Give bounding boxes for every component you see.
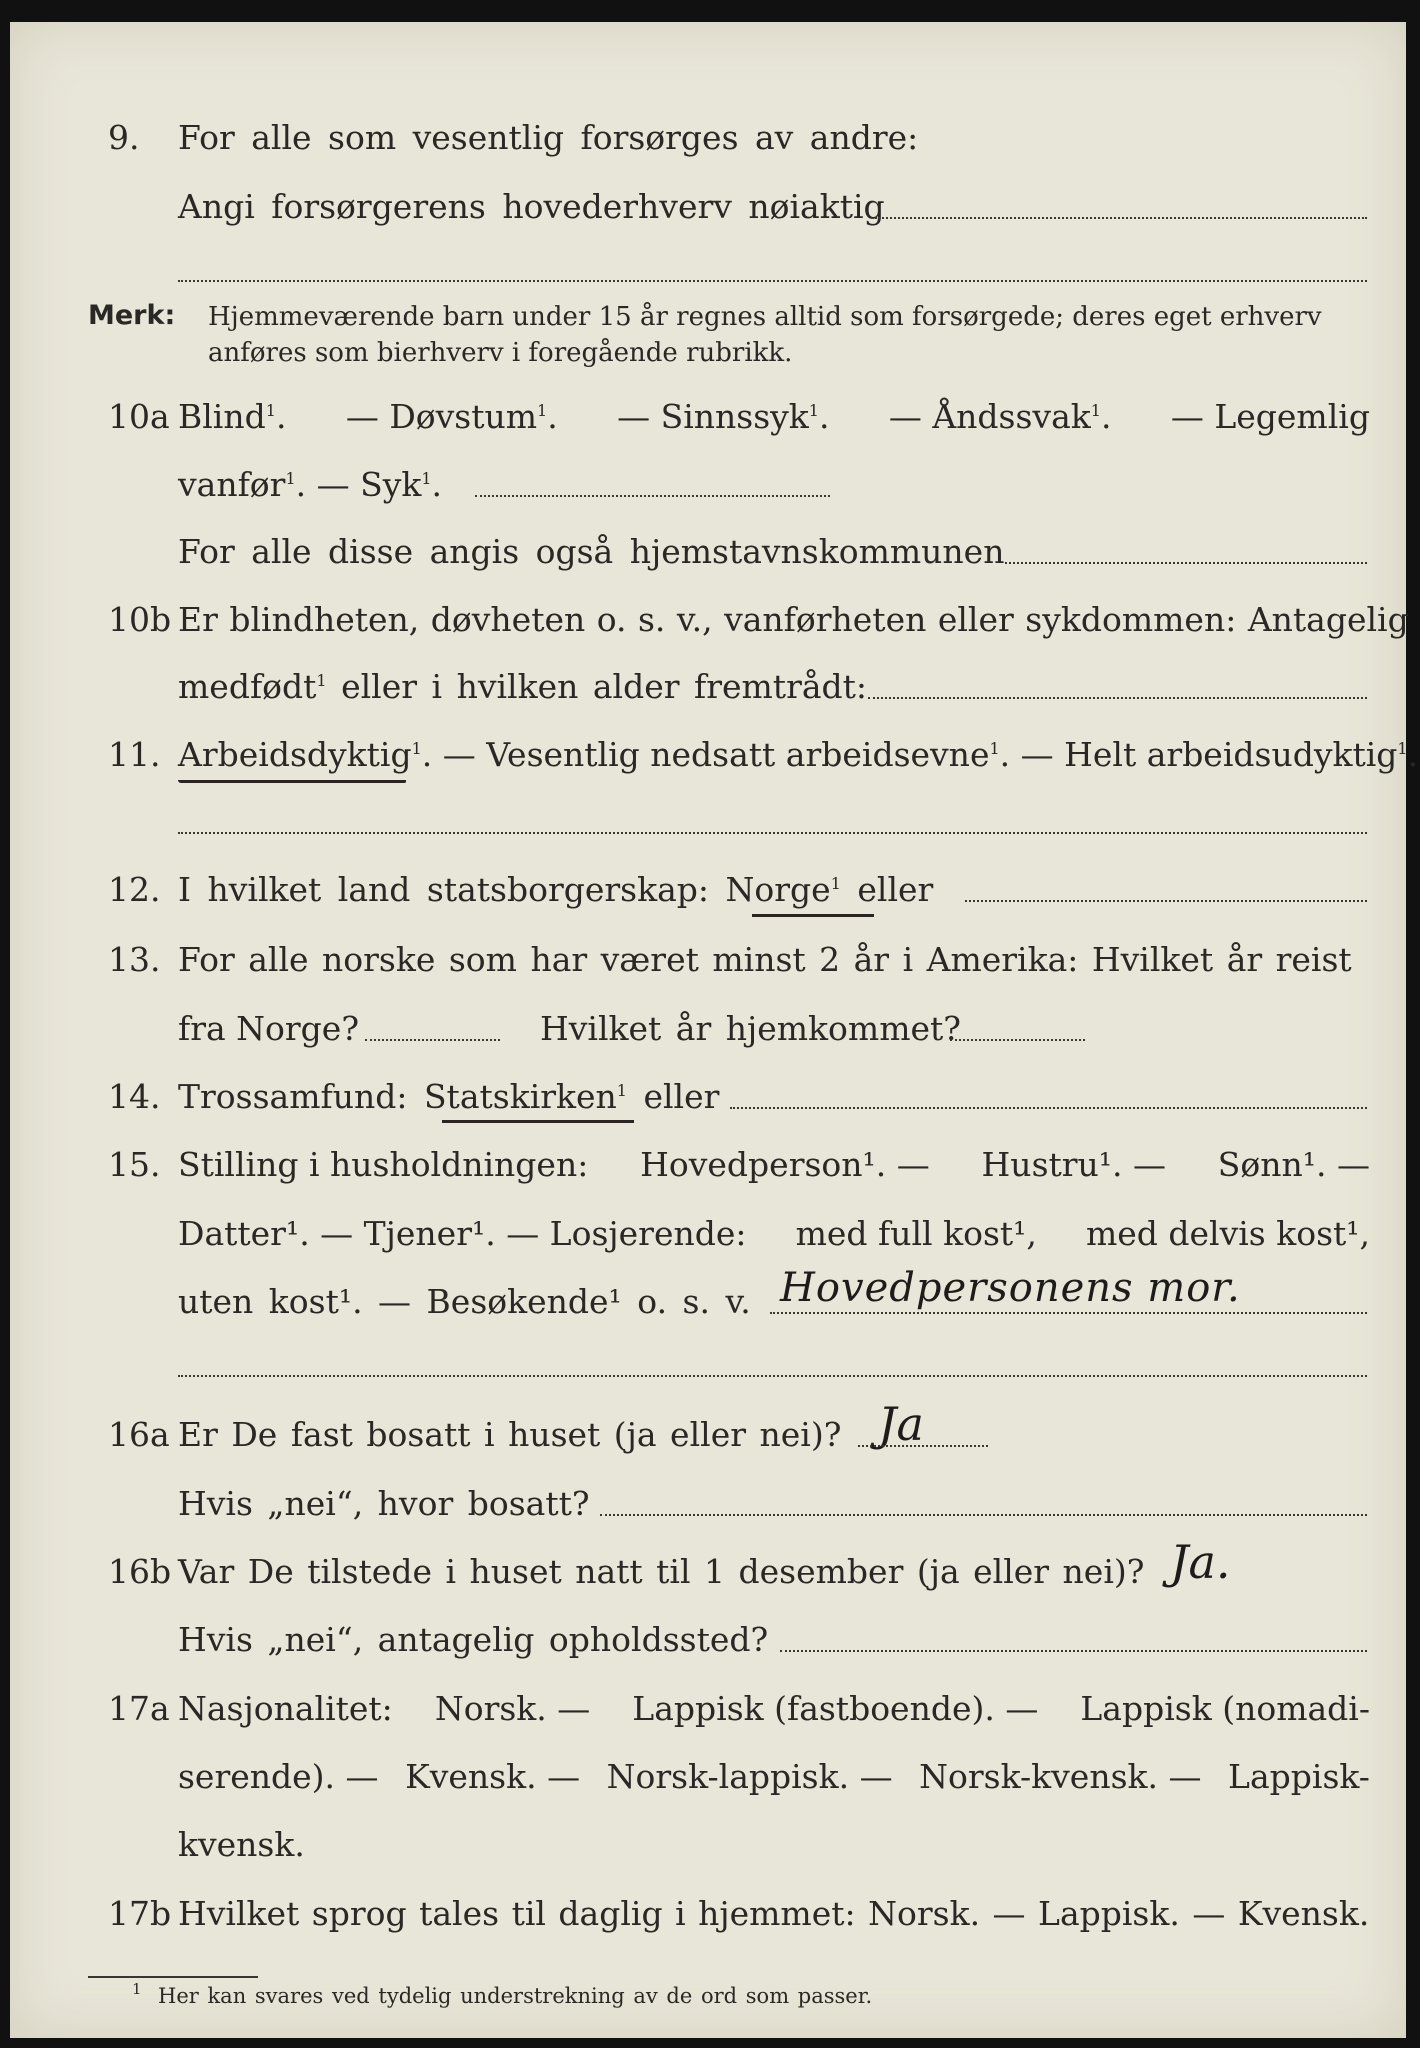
opt-sinnssyk: — Sinnssyk$^1$.: [617, 397, 830, 436]
q12-answer-line: [965, 900, 1367, 902]
q15-line2: Datter¹. — Tjener¹. — Losjerende: med full kost¹, med delvis kost¹,: [178, 1214, 1370, 1253]
q16a-line2: Hvis „nei“, hvor bosatt?: [178, 1484, 590, 1523]
q9-number: 9.: [108, 118, 140, 157]
q12-line: I hvilket land statsborgerskap: Norge$^1$ eller: [178, 870, 934, 909]
q16a-answer-line: [858, 1445, 988, 1447]
q17b-line1: Hvilket sprog tales til daglig i hjemmet: Norsk. — Lappisk. — Kvensk.: [178, 1894, 1370, 1933]
q10a-answer-line2: [1005, 562, 1367, 564]
merk-line2: anføres som bierhverv i foregående rubrikk.: [208, 338, 793, 368]
opt-blind: Blind$^1$.: [178, 397, 287, 436]
q15-number: 15.: [108, 1145, 161, 1184]
q16b-number: 16b: [108, 1552, 172, 1591]
q17a-line2: serende). — Kvensk. — Norsk-lappisk. — Norsk-kvensk. — Lappisk-: [178, 1757, 1370, 1796]
footnote-mark: 1: [132, 1980, 142, 1998]
q16a-line1: Er De fast bosatt i huset (ja eller nei)?: [178, 1415, 842, 1454]
q14-handwritten-underline: [442, 1120, 634, 1123]
q10b-number: 10b: [108, 600, 172, 639]
q9-answer-line2: [178, 280, 1367, 282]
q13-line1: For alle norske som har været minst 2 år i Amerika: Hvilket år reist: [178, 940, 1352, 979]
q16b-answer-line: [780, 1650, 1367, 1652]
q16a-answer-line2: [600, 1514, 1367, 1516]
q12-number: 12.: [108, 870, 161, 909]
q17a-number: 17a: [108, 1689, 170, 1728]
merk-line1: Hjemmeværende barn under 15 år regnes alltid som forsørgede; deres eget erhverv: [208, 302, 1322, 332]
q13-answer-line-reist: [365, 1039, 500, 1041]
q14-number: 14.: [108, 1077, 161, 1116]
q16b-handwritten-answer: Ja.: [1170, 1535, 1231, 1589]
q10a-answer-line: [475, 495, 830, 497]
q13-line2b: Hvilket år hjemkommet?: [540, 1009, 961, 1048]
opt-dovstum: — Døvstum$^1$.: [345, 397, 558, 436]
opt-legemlig: — Legemlig: [1170, 397, 1370, 436]
q10b-line2: medfødt$^1$ eller i hvilken alder fremtrådt:: [178, 667, 868, 706]
q15-line3: uten kost¹. — Besøkende¹ o. s. v.: [178, 1282, 751, 1321]
census-form-page: [10, 22, 1419, 2038]
q16b-line1: Var De tilstede i huset natt til 1 desember (ja eller nei)?: [178, 1552, 1145, 1591]
q16a-number: 16a: [108, 1415, 170, 1454]
q10b-answer-line: [868, 697, 1367, 699]
q15-answer-line: [770, 1312, 1367, 1314]
q9-line1: For alle som vesentlig forsørges av andre:: [178, 118, 919, 157]
opt-andssvak: — Åndssvak$^1$.: [888, 397, 1112, 436]
q13-number: 13.: [108, 940, 161, 979]
q11-line1: Arbeidsdyktig$^1$. — Vesentlig nedsatt arbeidsevne$^1$. — Helt arbeidsudyktig$^1$.: [178, 735, 1419, 774]
q14-line: Trossamfund: Statskirken$^1$ eller: [178, 1077, 720, 1116]
q11-handwritten-underline: [178, 780, 406, 783]
q16a-handwritten-answer: Ja: [878, 1397, 924, 1451]
merk-label: Merk:: [88, 300, 176, 331]
q10a-number: 10a: [108, 397, 170, 436]
q12-handwritten-underline: [752, 914, 874, 917]
q17b-number: 17b: [108, 1894, 172, 1933]
q10b-line1: Er blindheten, døvheten o. s. v., vanførheten eller sykdommen: Antagelig: [178, 600, 1409, 639]
q15-line1: Stilling i husholdningen: Hovedperson¹. — Hustru¹. — Sønn¹. —: [178, 1145, 1370, 1184]
q11-number: 11.: [108, 735, 161, 774]
q10a-line2: vanfør$^1$. — Syk$^1$.: [178, 465, 443, 504]
q9-answer-line: [875, 217, 1367, 219]
q10a-options: [178, 397, 1370, 436]
q9-line2: Angi forsørgerens hovederhverv nøiaktig: [178, 187, 885, 226]
q15-answer-line2: [178, 1375, 1367, 1377]
footnote-text: Her kan svares ved tydelig understrekning av de ord som passer.: [158, 1984, 873, 2008]
q14-answer-line: [730, 1107, 1367, 1109]
q10a-line3: For alle disse angis også hjemstavnskommunen: [178, 532, 1005, 571]
footnote-rule: [88, 1976, 258, 1978]
q11-answer-line: [178, 832, 1367, 834]
q15-handwritten-answer: Hovedpersonens mor.: [780, 1265, 1241, 1311]
q13-line2a: fra Norge?: [178, 1009, 360, 1048]
q17a-line3: kvensk.: [178, 1825, 305, 1864]
q13-answer-line-hjem: [950, 1039, 1085, 1041]
q16b-line2: Hvis „nei“, antagelig opholdssted?: [178, 1620, 769, 1659]
q17a-line1: Nasjonalitet: Norsk. — Lappisk (fastboende). — Lappisk (nomadi-: [178, 1689, 1370, 1728]
